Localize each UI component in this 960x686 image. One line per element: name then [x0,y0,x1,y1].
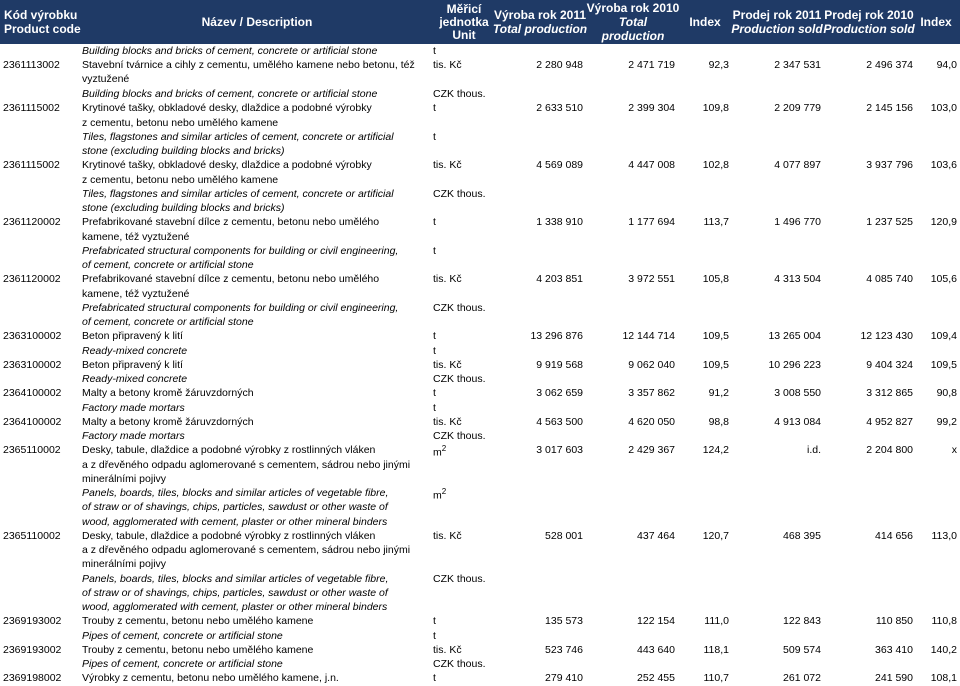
unit-text: t [433,345,436,357]
unit [433,88,486,100]
header-description [82,0,432,44]
product-code: 2361120002 [3,273,61,285]
table-row [0,131,960,145]
production-2010: 252 455 [637,672,675,684]
table-row [0,302,960,316]
unit-text: t [433,45,436,57]
header-production-2010-cz: Výroba rok 2010 [586,1,680,15]
header-production-2010-en: Total production [601,15,665,43]
description-cz: Trouby z cementu, betonu nebo umělého kamene [82,615,314,627]
production-2011: 523 746 [545,644,583,656]
table-row [0,345,960,359]
product-code: 2365110002 [3,530,61,542]
unit-text: tis. Kč [433,644,462,656]
unit [433,402,436,414]
index-production: 102,8 [702,159,729,171]
table-row [0,188,960,202]
index-sold: 103,6 [930,159,957,171]
unit-text: t [433,330,436,342]
production-2010: 12 144 714 [622,330,675,342]
sold-2011: 4 913 084 [774,416,821,428]
unit [433,302,486,314]
sold-2010: 4 952 827 [866,416,913,428]
sold-2011: 2 209 779 [774,102,821,114]
table-row [0,430,960,444]
header-production-2011 [492,0,588,44]
table-row [0,601,960,615]
sold-2011: 468 395 [783,530,821,542]
header-sold-2010-cz: Prodej rok 2010 [824,8,914,22]
unit-superscript: 2 [441,444,447,453]
header-unit-line1: Měřicí [446,1,482,16]
header-sold-2011-cz: Prodej rok 2011 [732,8,822,22]
table-row [0,316,960,330]
index-production: 109,5 [702,359,729,371]
unit-text: t [433,672,436,684]
unit [433,573,486,585]
description-cz: Krytinové tašky, obkladové desky, dlaždice a podobné výrobky [82,159,372,171]
description-en: of straw or of shavings, chips, particles, sawdust or other waste of [82,587,388,599]
description-en: of cement, concrete or artificial stone [82,259,254,271]
table-row [0,88,960,102]
unit [433,387,436,399]
production-2011: 4 563 500 [536,416,583,428]
description-en: Panels, boards, tiles, blocks and similar articles of vegetable fibre, [82,487,389,499]
sold-2010: 110 850 [875,615,913,627]
description-en: wood, agglomerated with cement, plaster or other mineral binders [82,601,388,613]
header-description-text: Název / Description [201,15,313,29]
sold-2010: 2 496 374 [866,59,913,71]
unit [433,273,462,285]
description-cz: Stavební tvárnice a cihly z cementu, umělého kamene nebo betonu, též [82,59,415,71]
sold-2010: 4 085 740 [866,273,913,285]
index-production: 124,2 [702,444,729,456]
description-en: Building blocks and bricks of cement, concrete or artificial stone [82,45,378,57]
header-product-code-cz: Kód výrobku [4,8,78,22]
table-row [0,273,960,287]
unit [433,131,436,143]
description-en: Pipes of cement, concrete or artificial stone [82,658,283,670]
index-sold: x [951,444,957,456]
table-row [0,288,960,302]
unit-text: t [433,245,436,257]
sold-2011: 2 347 531 [774,59,821,71]
unit [433,644,462,656]
unit-text: t [433,387,436,399]
table-row [0,587,960,601]
description-cz: Trouby z cementu, betonu nebo umělého kamene [82,644,314,656]
unit-text: tis. Kč [433,416,462,428]
production-2011: 3 062 659 [536,387,583,399]
description-en: Building blocks and bricks of cement, concrete or artificial stone [82,88,378,100]
index-sold: 90,8 [936,387,957,399]
table-row [0,73,960,87]
production-2011: 4 203 851 [536,273,583,285]
table-row [0,501,960,515]
production-2011: 4 569 089 [536,159,583,171]
description-en: stone (excluding building blocks and bricks) [82,202,285,214]
unit [433,373,486,385]
description-cz: Malty a betony kromě žáruvzdorných [82,387,254,399]
table-row [0,658,960,672]
sold-2010: 2 204 800 [866,444,913,456]
description-cz: Beton připravený k lití [82,359,183,371]
description-en: stone (excluding building blocks and bricks) [82,145,285,157]
description-en: Factory made mortars [82,430,185,442]
index-sold: 103,0 [930,102,957,114]
index-sold: 140,2 [930,644,957,656]
unit [433,59,462,71]
index-production: 92,3 [708,59,729,71]
table-row [0,558,960,572]
index-production: 111,0 [704,615,729,627]
description-en: Prefabricated structural components for building or civil engineering, [82,245,399,257]
unit-superscript: 2 [441,487,447,496]
header-production-2010 [586,0,680,44]
description-cz: minerálními pojivy [82,558,167,570]
table-row [0,573,960,587]
unit [433,672,436,684]
production-2011: 2 633 510 [536,102,583,114]
sold-2010: 414 656 [875,530,913,542]
header-sold-2010 [822,0,916,44]
description-en: Tiles, flagstones and similar articles of cement, concrete or artificial [82,131,394,143]
table-row [0,402,960,416]
unit [433,630,436,642]
sold-2011: 1 496 770 [774,216,821,228]
sold-2011: i.d. [806,444,821,456]
table-row [0,487,960,501]
index-production: 110,7 [703,672,729,684]
description-en: of cement, concrete or artificial stone [82,316,254,328]
unit [433,487,446,502]
description-en: of straw or of shavings, chips, particles, sawdust or other waste of [82,501,388,513]
table-row [0,59,960,73]
sold-2010: 241 590 [875,672,913,684]
unit-text: tis. Kč [433,530,462,542]
production-2010: 443 640 [637,644,675,656]
header-sold-2011 [730,0,824,44]
index-sold: 109,4 [930,330,957,342]
production-2010: 3 972 551 [628,273,675,285]
description-cz: Desky, tabule, dlaždice a podobné výrobky z rostlinných vláken [82,530,376,542]
unit-text: CZK thous. [433,658,486,670]
table-row [0,615,960,629]
description-cz: vyztužené [82,73,130,85]
unit-text: CZK thous. [433,302,486,314]
sold-2010: 12 123 430 [860,330,913,342]
header-production-2011-cz: Výroba rok 2011 [493,8,587,22]
unit-text: tis. Kč [433,359,462,371]
unit [433,102,436,114]
index-production: 98,8 [708,416,729,428]
header-unit-line2: jednotka [439,14,489,29]
production-2010: 1 177 694 [628,216,675,228]
table-row [0,644,960,658]
unit-text: CZK thous. [433,373,486,385]
description-en: Pipes of cement, concrete or artificial stone [82,630,283,642]
unit [433,245,436,257]
index-production: 91,2 [708,387,729,399]
production-2010: 2 429 367 [628,444,675,456]
index-sold: 94,0 [936,59,957,71]
production-2010: 122 154 [637,615,675,627]
product-code: 2363100002 [3,330,62,342]
header-product-code [0,0,82,44]
sold-2011: 10 296 223 [768,359,821,371]
description-cz: kamene, též vyztužené [82,231,190,243]
unit-text: t [433,402,436,414]
unit-text: t [433,216,436,228]
description-en: Ready-mixed concrete [82,373,188,385]
production-2010: 4 447 008 [628,159,675,171]
sold-2011: 13 265 004 [768,330,821,342]
sold-2010: 3 312 865 [866,387,913,399]
description-en: Factory made mortars [82,402,185,414]
table-row [0,444,960,458]
header-sold-2011-en: Production sold [731,22,823,36]
index-production: 109,8 [702,102,729,114]
description-cz: z cementu, betonu nebo umělého kamene [82,117,279,129]
description-cz: Krytinové tašky, obkladové desky, dlaždice a podobné výrobky [82,102,372,114]
unit-text: t [433,630,436,642]
production-2010: 4 620 050 [628,416,675,428]
product-code: 2369193002 [3,615,62,627]
table-row [0,45,960,59]
table-row [0,259,960,273]
unit-text: m [433,446,442,459]
description-cz: Beton připravený k lití [82,330,183,342]
table-row [0,373,960,387]
production-2011: 279 410 [545,672,583,684]
production-2011: 9 919 568 [536,359,583,371]
production-2011: 2 280 948 [536,59,583,71]
unit [433,45,436,57]
sold-2011: 3 008 550 [774,387,821,399]
production-2011: 13 296 876 [530,330,583,342]
header-index-production-text: Index [689,15,721,29]
sold-2011: 4 077 897 [774,159,821,171]
table-row [0,216,960,230]
unit [433,416,462,428]
unit-text: CZK thous. [433,88,486,100]
description-cz: kamene, též vyztužené [82,288,190,300]
product-code: 2361120002 [3,216,61,228]
product-code: 2369198002 [3,672,62,684]
production-2010: 9 062 040 [628,359,675,371]
production-2010: 2 399 304 [628,102,675,114]
table-row [0,672,960,686]
unit [433,216,436,228]
description-cz: Výrobky z cementu, betonu nebo umělého kamene, j.n. [82,672,339,684]
description-en: Tiles, flagstones and similar articles of cement, concrete or artificial [82,188,394,200]
index-sold: 110,8 [931,615,957,627]
unit-text: t [433,615,436,627]
table-row [0,544,960,558]
unit [433,330,436,342]
table-row [0,387,960,401]
description-cz: Desky, tabule, dlaždice a podobné výrobky z rostlinných vláken [82,444,376,456]
index-sold: 113,0 [931,530,957,542]
unit [433,658,486,670]
product-code: 2363100002 [3,359,62,371]
table-row [0,330,960,344]
unit-text: CZK thous. [433,573,486,585]
unit-text: tis. Kč [433,273,462,285]
sold-2010: 363 410 [875,644,913,656]
production-2010: 437 464 [637,530,675,542]
table-row [0,102,960,116]
sold-2010: 3 937 796 [866,159,913,171]
product-code: 2365110002 [3,444,61,456]
production-2011: 1 338 910 [536,216,583,228]
product-code: 2361113002 [3,59,60,71]
sold-2010: 9 404 324 [866,359,913,371]
unit [433,530,462,542]
description-cz: Prefabrikované stavební dílce z cementu, betonu nebo umělého [82,216,380,228]
table-row [0,117,960,131]
unit-text: CZK thous. [433,430,486,442]
sold-2011: 122 843 [783,615,821,627]
unit-text: CZK thous. [433,188,486,200]
index-production: 105,8 [702,273,729,285]
table-row [0,530,960,544]
sold-2011: 509 574 [783,644,821,656]
description-en: Panels, boards, tiles, blocks and similar articles of vegetable fibre, [82,573,389,585]
table-row [0,416,960,430]
unit [433,615,436,627]
index-production: 118,1 [703,644,729,656]
index-sold: 120,9 [930,216,957,228]
table-row [0,359,960,373]
table-row [0,245,960,259]
table-row [0,630,960,644]
sold-2011: 261 072 [783,672,821,684]
header-production-2011-en: Total production [492,22,588,36]
table-row [0,145,960,159]
description-en: wood, agglomerated with cement, plaster or other mineral binders [82,516,388,528]
production-2011: 3 017 603 [536,444,583,456]
description-en: Ready-mixed concrete [82,345,188,357]
unit [433,159,462,171]
unit-text: m [433,489,442,502]
production-2011: 528 001 [545,530,583,542]
header-sold-2010-en: Production sold [823,22,915,36]
product-code: 2361115002 [3,159,60,171]
index-sold: 105,6 [930,273,957,285]
header-index-production [680,0,730,44]
unit-text: t [433,131,436,143]
table-row [0,459,960,473]
unit [433,345,436,357]
unit-text: t [433,102,436,114]
unit-text: tis. Kč [433,59,462,71]
description-cz: a z dřevěného odpadu aglomerované s cementem, sádrou nebo jinými [82,544,411,556]
sold-2010: 1 237 525 [866,216,913,228]
production-2010: 2 471 719 [628,59,675,71]
product-code: 2361115002 [3,102,60,114]
product-code: 2369193002 [3,644,62,656]
description-en: Prefabricated structural components for building or civil engineering, [82,302,399,314]
index-production: 120,7 [702,530,729,542]
description-cz: minerálními pojivy [82,473,167,485]
production-2011: 135 573 [545,615,583,627]
unit-text: tis. Kč [433,159,462,171]
index-production: 113,7 [703,216,729,228]
index-production: 109,5 [702,330,729,342]
description-cz: z cementu, betonu nebo umělého kamene [82,174,279,186]
index-sold: 108,1 [930,672,957,684]
index-sold: 99,2 [936,416,957,428]
product-code: 2364100002 [3,387,62,399]
header-product-code-en: Product code [4,22,81,36]
header-index-sold [912,0,960,44]
sold-2010: 2 145 156 [866,102,913,114]
unit [433,430,486,442]
table-header [0,0,960,44]
description-cz: Prefabrikované stavební dílce z cementu, betonu nebo umělého [82,273,380,285]
sold-2011: 4 313 504 [774,273,821,285]
table-row [0,231,960,245]
unit [433,188,486,200]
header-unit-line3: Unit [452,27,476,42]
unit [433,444,446,459]
table-row [0,174,960,188]
production-2010: 3 357 862 [628,387,675,399]
header-unit [432,0,496,44]
index-sold: 109,5 [930,359,957,371]
unit [433,359,462,371]
table-row [0,202,960,216]
header-index-sold-text: Index [920,15,952,29]
table-row [0,159,960,173]
description-cz: a z dřevěného odpadu aglomerované s cementem, sádrou nebo jinými [82,459,411,471]
table-row [0,473,960,487]
table-row [0,516,960,530]
description-cz: Malty a betony kromě žáruvzdorných [82,416,254,428]
product-code: 2364100002 [3,416,62,428]
